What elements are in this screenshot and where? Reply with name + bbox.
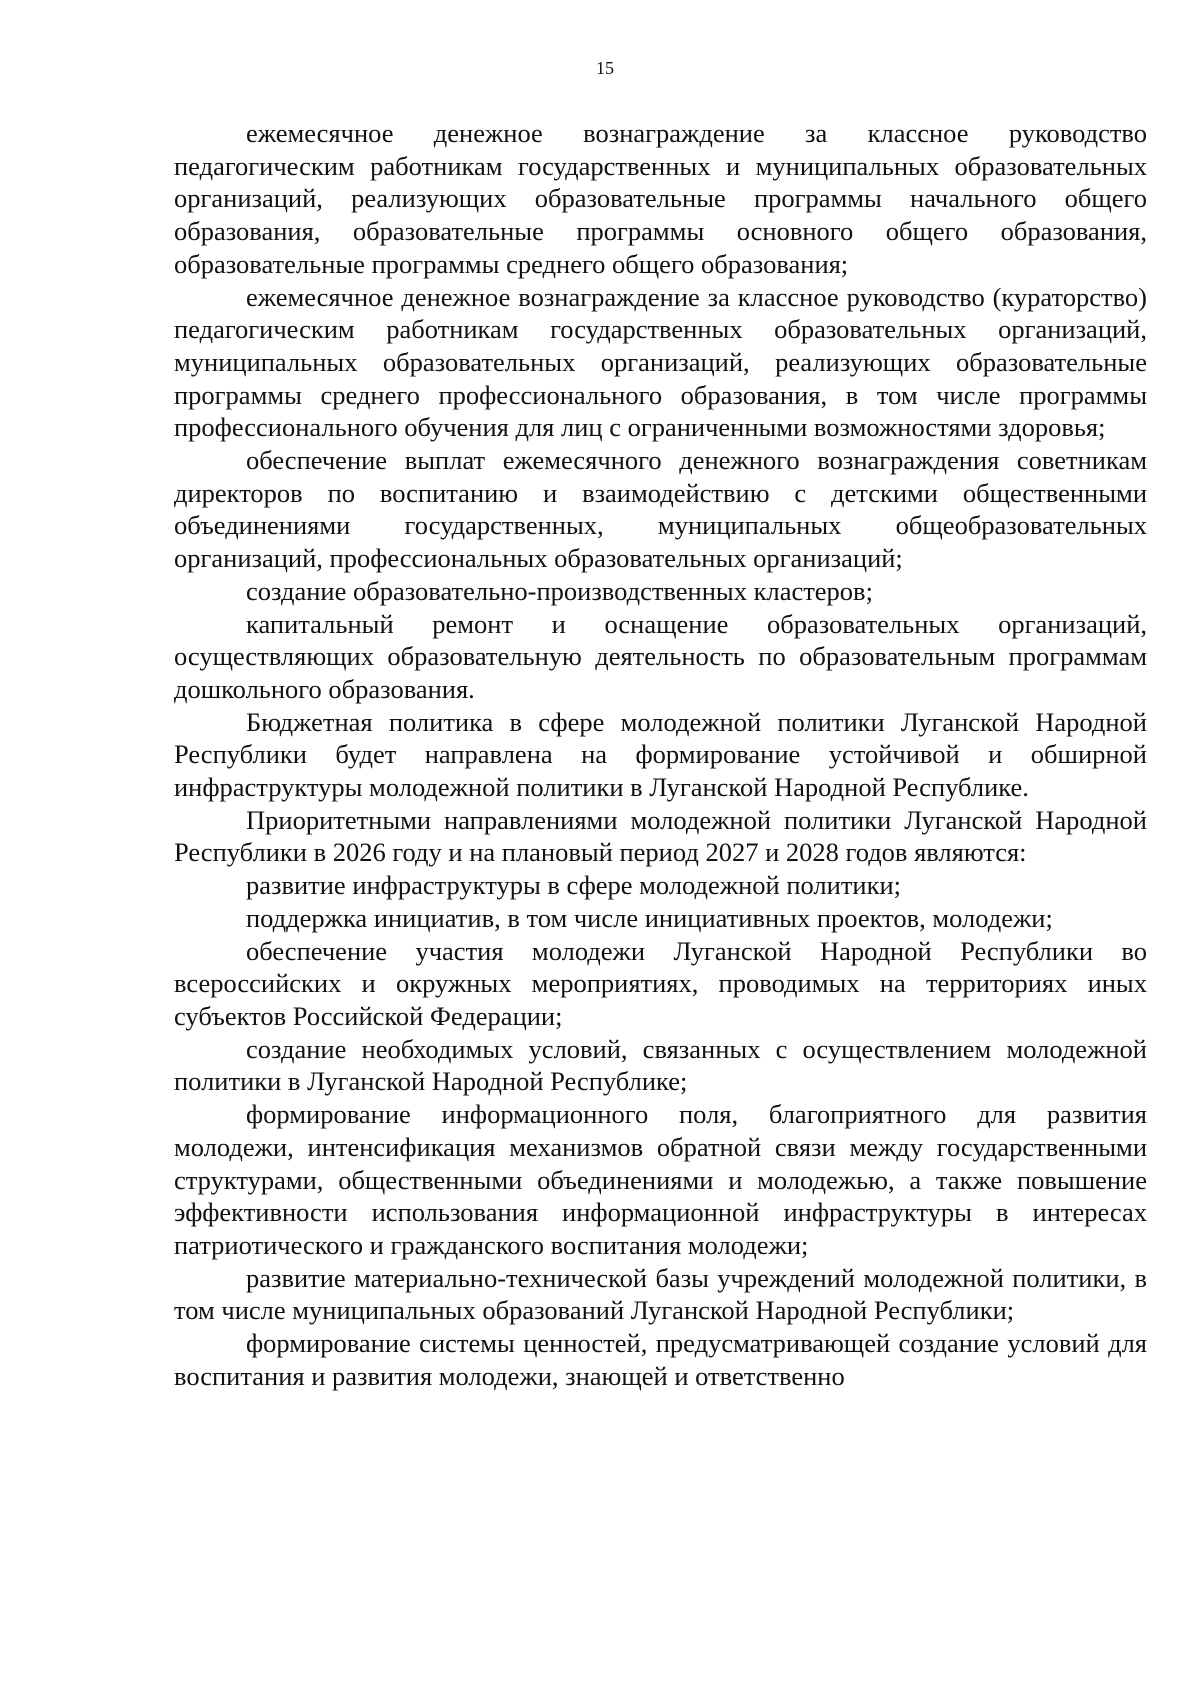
paragraph-initiatives-support: поддержка инициатив, в том числе инициативных проектов, молодежи; <box>246 902 1053 933</box>
paragraph-class-reward-vocational: ежемесячное денежное вознаграждение за классное руководство (кураторство) педагогическим работникам государственных образовательных организаций, муниципальных образовательных организаций, реализующих образовательные программы среднего профессионального образования, в том числе программы профессионального обучения для лиц с ограниченными возможностями здоровья; <box>174 281 1147 443</box>
paragraph-youth-infrastructure: развитие инфраструктуры в сфере молодежной политики; <box>246 870 902 901</box>
paragraph-class-reward-general: ежемесячное денежное вознаграждение за классное руководство педагогическим работникам государственных и муниципальных образовательных организаций, реализующих образовательные программы начального общего образования, образовательные программы основного общего образования, образовательные программы среднего общего образования; <box>174 118 1147 279</box>
paragraph-events-participation: обеспечение участия молодежи Луганской Народной Республики во всероссийских и окружных мероприятиях, проводимых на территориях иных субъектов Российской Федерации; <box>174 935 1147 1031</box>
paragraph-information-field: формирование информационного поля, благоприятного для развития молодежи, интенсификация механизмов обратной связи между государственными структурами, общественными объединениями и молодежью, а также повышение эффективности использования информационной инфраструктуры в интересах патриотического и гражданского воспитания молодежи; <box>174 1099 1147 1260</box>
paragraph-advisors-reward: обеспечение выплат ежемесячного денежного вознаграждения советникам директоров по воспитанию и взаимодействию с детскими общественными объединениями государственных, муниципальных общеобразовательных организаций, профессиональных образовательных организаций; <box>174 445 1147 574</box>
paragraph-values-system: формирование системы ценностей, предусматривающей создание условий для воспитания и развития молодежи, знающей и ответственно <box>174 1328 1147 1391</box>
paragraph-material-base: развитие материально-технической базы учреждений молодежной политики, в том числе муниципальных образований Луганской Народной Республики; <box>174 1262 1147 1326</box>
paragraph-conditions: создание необходимых условий, связанных с осуществлением молодежной политики в Луганской Народной Республике; <box>174 1033 1147 1097</box>
paragraph-youth-priorities: Приоритетными направлениями молодежной политики Луганской Народной Республики в 2026 году и на плановый период 2027 и 2028 годов являются: <box>174 804 1147 868</box>
document-body <box>174 117 1147 1392</box>
paragraph-youth-budget-policy: Бюджетная политика в сфере молодежной политики Луганской Народной Республики будет направлена на формирование устойчивой и обширной инфраструктуры молодежной политики в Луганской Народной Республике. <box>174 706 1147 803</box>
paragraph-clusters: создание образовательно-производственных кластеров; <box>246 575 873 606</box>
page-number: 15 <box>596 58 614 78</box>
paragraph-preschool-repair: капитальный ремонт и оснащение образовательных организаций, осуществляющих образовательную деятельность по образовательным программам дошкольного образования. <box>174 608 1147 704</box>
